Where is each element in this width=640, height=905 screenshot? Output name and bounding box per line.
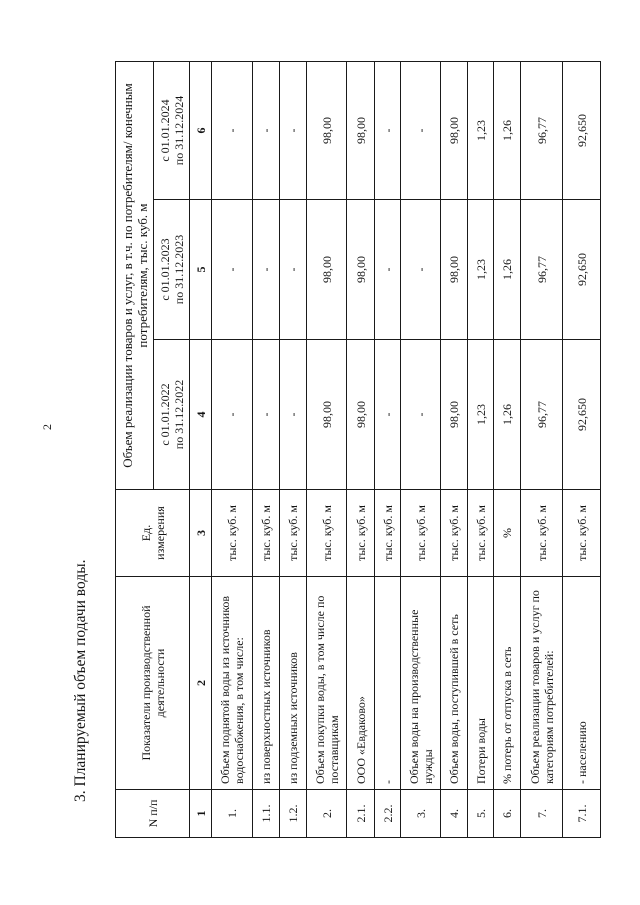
period-to: по 31.12.2023 xyxy=(171,234,186,305)
column-numbers-row xyxy=(190,62,212,838)
table-row xyxy=(253,62,280,838)
column-number: 5 xyxy=(190,200,212,340)
row-number: 3. xyxy=(401,790,441,838)
row-number: 1.1. xyxy=(253,790,280,838)
value-2024: - xyxy=(401,62,441,200)
row-number: 1. xyxy=(212,790,253,838)
table-frame xyxy=(114,61,603,840)
indicator-name: Объем воды, поступившей в сеть xyxy=(441,577,468,790)
period-from: с 01.01.2023 xyxy=(157,238,172,301)
header-unit-label: Ед. измерения xyxy=(138,506,167,560)
value-2022: 98,00 xyxy=(307,340,347,490)
unit: тыс. куб. м xyxy=(401,490,441,577)
column-number: 3 xyxy=(190,490,212,577)
indicator-name: Объем поднятой воды из источников водоснабжения, в том числе: xyxy=(212,577,253,790)
value-2023: 96,77 xyxy=(521,200,563,340)
period-to: по 31.12.2024 xyxy=(171,95,186,166)
table-row xyxy=(280,62,307,838)
value-2024: 98,00 xyxy=(307,62,347,200)
table-row xyxy=(347,62,375,838)
unit: тыс. куб. м xyxy=(253,490,280,577)
value-2023: - xyxy=(253,200,280,340)
table-row xyxy=(375,62,401,838)
period-from: с 01.01.2024 xyxy=(157,99,172,162)
table-row xyxy=(494,62,521,838)
period-from: с 01.01.2022 xyxy=(157,383,172,446)
row-number: 2. xyxy=(307,790,347,838)
table-row xyxy=(468,62,494,838)
row-number: 6. xyxy=(494,790,521,838)
value-2022: 92,650 xyxy=(563,340,601,490)
table-row xyxy=(521,62,563,838)
table-row xyxy=(212,62,253,838)
value-2022: - xyxy=(280,340,307,490)
value-2022: 98,00 xyxy=(441,340,468,490)
value-2023: 98,00 xyxy=(347,200,375,340)
row-number: 5. xyxy=(468,790,494,838)
column-number: 1 xyxy=(190,790,212,838)
value-2023: 98,00 xyxy=(307,200,347,340)
row-number: 2.2. xyxy=(375,790,401,838)
water-supply-plan-table xyxy=(115,61,601,838)
header-volume-group: Объем реализации товаров и услуг, в т.ч. по потребителям/ конечным потребителям, тыс. куб. м xyxy=(116,62,154,490)
header-unit xyxy=(116,490,190,577)
indicator-name: Объем реализации товаров и услуг по категориям потребителей: xyxy=(521,577,563,790)
unit: тыс. куб. м xyxy=(375,490,401,577)
value-2023: - xyxy=(212,200,253,340)
value-2024: - xyxy=(253,62,280,200)
header-period-2023 xyxy=(154,200,190,340)
value-2023: - xyxy=(375,200,401,340)
value-2024: - xyxy=(280,62,307,200)
column-number: 4 xyxy=(190,340,212,490)
indicator-name: Потери воды xyxy=(468,577,494,790)
table-row xyxy=(401,62,441,838)
table-row xyxy=(307,62,347,838)
value-2022: 1,23 xyxy=(468,340,494,490)
indicator-name: из подземных источников xyxy=(280,577,307,790)
header-period-2022 xyxy=(154,340,190,490)
row-number: 1.2. xyxy=(280,790,307,838)
value-2022: - xyxy=(375,340,401,490)
page-number: 2 xyxy=(40,424,54,430)
indicator-name: из поверхностных источников xyxy=(253,577,280,790)
table-row xyxy=(563,62,601,838)
value-2022: - xyxy=(253,340,280,490)
value-2022: - xyxy=(401,340,441,490)
value-2024: 96,77 xyxy=(521,62,563,200)
column-number: 2 xyxy=(190,577,212,790)
header-period-2024 xyxy=(154,62,190,200)
table-header xyxy=(116,62,190,838)
value-2023: 1,26 xyxy=(494,200,521,340)
header-indicator: Показатели производственной деятельности xyxy=(116,577,190,790)
value-2024: 98,00 xyxy=(347,62,375,200)
indicator-name: ООО «Евдаково» xyxy=(347,577,375,790)
value-2022: 96,77 xyxy=(521,340,563,490)
value-2023: 1,23 xyxy=(468,200,494,340)
value-2024: 92,650 xyxy=(563,62,601,200)
value-2024: - xyxy=(375,62,401,200)
indicator-name: Объем покупки воды, в том числе по поставщикам xyxy=(307,577,347,790)
row-number: 7. xyxy=(521,790,563,838)
unit: тыс. куб. м xyxy=(468,490,494,577)
row-number: 2.1. xyxy=(347,790,375,838)
value-2022: 1,26 xyxy=(494,340,521,490)
unit: тыс. куб. м xyxy=(563,490,601,577)
header-row xyxy=(116,62,154,838)
column-number: 6 xyxy=(190,62,212,200)
unit: тыс. куб. м xyxy=(280,490,307,577)
rotated-table-container xyxy=(115,62,601,838)
unit: тыс. куб. м xyxy=(347,490,375,577)
unit: тыс. куб. м xyxy=(521,490,563,577)
value-2024: 1,26 xyxy=(494,62,521,200)
value-2024: 98,00 xyxy=(441,62,468,200)
section-title: 3. Планируемый объем подачи воды. xyxy=(72,559,89,802)
table-row xyxy=(441,62,468,838)
value-2022: 98,00 xyxy=(347,340,375,490)
row-number: 7.1. xyxy=(563,790,601,838)
indicator-name: - xyxy=(375,577,401,790)
value-2023: - xyxy=(401,200,441,340)
indicator-name: Объем воды на производственные нужды xyxy=(401,577,441,790)
indicator-name: - населению xyxy=(563,577,601,790)
unit: % xyxy=(494,490,521,577)
value-2024: 1,23 xyxy=(468,62,494,200)
value-2024: - xyxy=(212,62,253,200)
header-number: N п/п xyxy=(116,790,190,838)
value-2023: 98,00 xyxy=(441,200,468,340)
unit: тыс. куб. м xyxy=(441,490,468,577)
value-2023: 92,650 xyxy=(563,200,601,340)
value-2022: - xyxy=(212,340,253,490)
value-2023: - xyxy=(280,200,307,340)
indicator-name: % потерь от отпуска в сеть xyxy=(494,577,521,790)
period-to: по 31.12.2022 xyxy=(171,379,186,450)
row-number: 4. xyxy=(441,790,468,838)
table-body xyxy=(190,62,601,838)
unit: тыс. куб. м xyxy=(307,490,347,577)
unit: тыс. куб. м xyxy=(212,490,253,577)
